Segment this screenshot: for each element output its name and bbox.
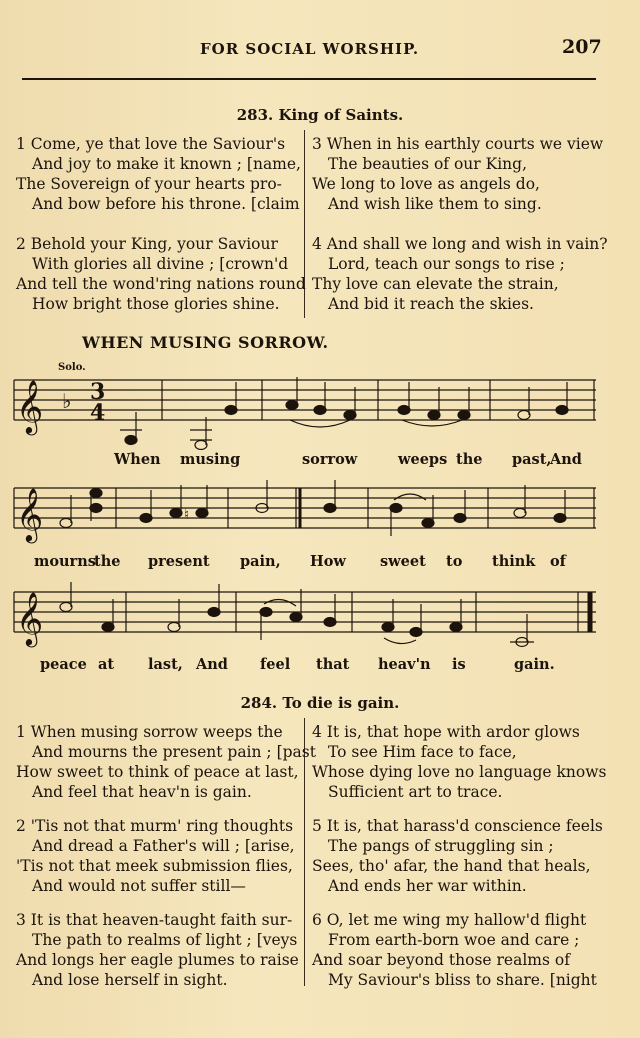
lyric: think (492, 553, 536, 570)
lyric: And (550, 451, 582, 468)
hymn-283-right-column (312, 134, 608, 314)
slur-icon (290, 420, 350, 427)
lyric: sorrow (302, 451, 358, 468)
verse-line: And longs her eagle plumes to raise (16, 951, 299, 969)
lyric: sweet (380, 553, 426, 570)
lyric: at (98, 656, 115, 673)
verse-line: And tell the wond'ring nations round (16, 275, 306, 293)
stanza-4 (312, 722, 606, 802)
lyric: pain, (240, 553, 281, 570)
verse-line: The path to realms of light ; [veys (32, 931, 298, 949)
verse-line: How sweet to think of peace at last, (16, 763, 299, 781)
flat-sign-icon: ♭ (62, 389, 72, 413)
verse-line: 5 It is, that harass'd conscience feels (312, 817, 603, 835)
hymn-284-title: 284. To die is gain. (240, 694, 400, 712)
lyric: When (114, 451, 161, 468)
music-staff-3 (0, 582, 640, 662)
verse-line: 2 'Tis not that murm' ring thoughts (16, 817, 294, 835)
verse-line: 1 Come, ye that love the Saviour's (16, 135, 286, 153)
lyric: past, (512, 451, 552, 468)
verse-line: And bow before his throne. [claim (32, 195, 300, 213)
lyric: present (148, 553, 210, 570)
verse-line: 3 When in his earthly courts we view (312, 135, 604, 153)
verse-line: We long to love as angels do, (312, 175, 540, 193)
verse-line: 2 Behold your King, your Saviour (16, 235, 278, 253)
hymn-283-title: 283. King of Saints. (236, 106, 404, 124)
hymn-284-right-column (312, 722, 606, 990)
verse-line: Whose dying love no language knows (312, 763, 607, 781)
verse-line: The Sovereign of your hearts pro- (16, 175, 282, 193)
lyric: weeps (398, 451, 448, 468)
lyric: feel (260, 656, 291, 673)
stanza-3 (16, 910, 316, 990)
lyric: the (456, 451, 483, 468)
tune-title: WHEN MUSING SORROW. (82, 333, 329, 352)
lyric: mourns (34, 553, 96, 570)
verse-line: Lord, teach our songs to rise ; (328, 255, 565, 273)
solo-marking: Solo. (58, 362, 86, 373)
verse-line: And joy to make it known ; [name, (32, 155, 301, 173)
stanza-3 (312, 134, 608, 214)
hymn-284-left-column (16, 722, 316, 990)
stanza-4 (312, 234, 608, 314)
time-signature-bottom: 4 (90, 400, 106, 426)
stanza-5 (312, 816, 606, 896)
lyric: And (196, 656, 228, 673)
verse-line: My Saviour's bliss to share. [night (328, 971, 597, 989)
verse-line: And would not suffer still— (32, 877, 246, 895)
music-staff-2 (0, 478, 640, 558)
lyric: gain. (514, 656, 555, 673)
slur-icon (394, 494, 426, 500)
page-number: 207 (562, 36, 602, 58)
verse-line: Sees, tho' afar, the hand that heals, (312, 857, 591, 875)
verse-line: To see Him face to face, (328, 743, 517, 761)
treble-clef-icon: 𝄞 (16, 591, 44, 645)
music-staff-1 (0, 370, 640, 450)
verse-line: The beauties of our King, (328, 155, 527, 173)
verse-line: With glories all divine ; [crown'd (32, 255, 289, 273)
time-signature-top: 3 (90, 379, 106, 405)
hymn-283-left-column (16, 134, 306, 314)
verse-line: And soar beyond those realms of (312, 951, 570, 969)
stanza-2 (16, 816, 316, 896)
lyric: peace (40, 656, 87, 673)
verse-line: 6 O, let me wing my hallow'd flight (312, 911, 587, 929)
verse-line: And lose herself in sight. (32, 971, 228, 989)
stanza-2 (16, 234, 306, 314)
verse-line: And ends her war within. (328, 877, 527, 895)
verse-line: And dread a Father's will ; [arise, (32, 837, 295, 855)
verse-line: 3 It is that heaven-taught faith sur- (16, 911, 293, 929)
running-head: FOR SOCIAL WORSHIP. (200, 40, 420, 58)
slur-icon (264, 599, 296, 606)
notes-row-1 (125, 377, 568, 450)
verse-line: Sufficient art to trace. (328, 783, 503, 801)
stanza-6 (312, 910, 606, 990)
verse-line: Thy love can elevate the strain, (312, 275, 559, 293)
lyric: heav'n (378, 656, 431, 673)
lyric: that (316, 656, 350, 673)
lyric: musing (180, 451, 241, 468)
stanza-1 (16, 722, 316, 802)
lyric: How (310, 553, 346, 570)
verse-line: And mourns the present pain ; [past (32, 743, 316, 761)
treble-clef-icon: 𝄞 (16, 379, 44, 433)
slur-icon (384, 638, 416, 644)
treble-clef-icon: 𝄞 (16, 487, 44, 541)
verse-line: 4 And shall we long and wish in vain? (312, 235, 608, 253)
stanza-1 (16, 134, 306, 214)
verse-line: The pangs of struggling sin ; (328, 837, 554, 855)
lyric: of (550, 553, 566, 570)
verse-line: And bid it reach the skies. (328, 295, 534, 313)
slur-icon (402, 420, 462, 426)
lyric: is (452, 656, 466, 673)
lyric: to (446, 553, 463, 570)
verse-line: 1 When musing sorrow weeps the (16, 723, 283, 741)
svg-text:♮: ♮ (184, 507, 190, 523)
header-rule (22, 78, 596, 80)
lyric: the (94, 553, 121, 570)
lyric: last, (148, 656, 183, 673)
verse-line: How bright those glories shine. (32, 295, 280, 313)
verse-line: 'Tis not that meek submission flies, (16, 857, 293, 875)
verse-line: From earth-born woe and care ; (328, 931, 580, 949)
verse-line: And wish like them to sing. (328, 195, 542, 213)
verse-line: 4 It is, that hope with ardor glows (312, 723, 580, 741)
verse-line: And feel that heav'n is gain. (32, 783, 252, 801)
